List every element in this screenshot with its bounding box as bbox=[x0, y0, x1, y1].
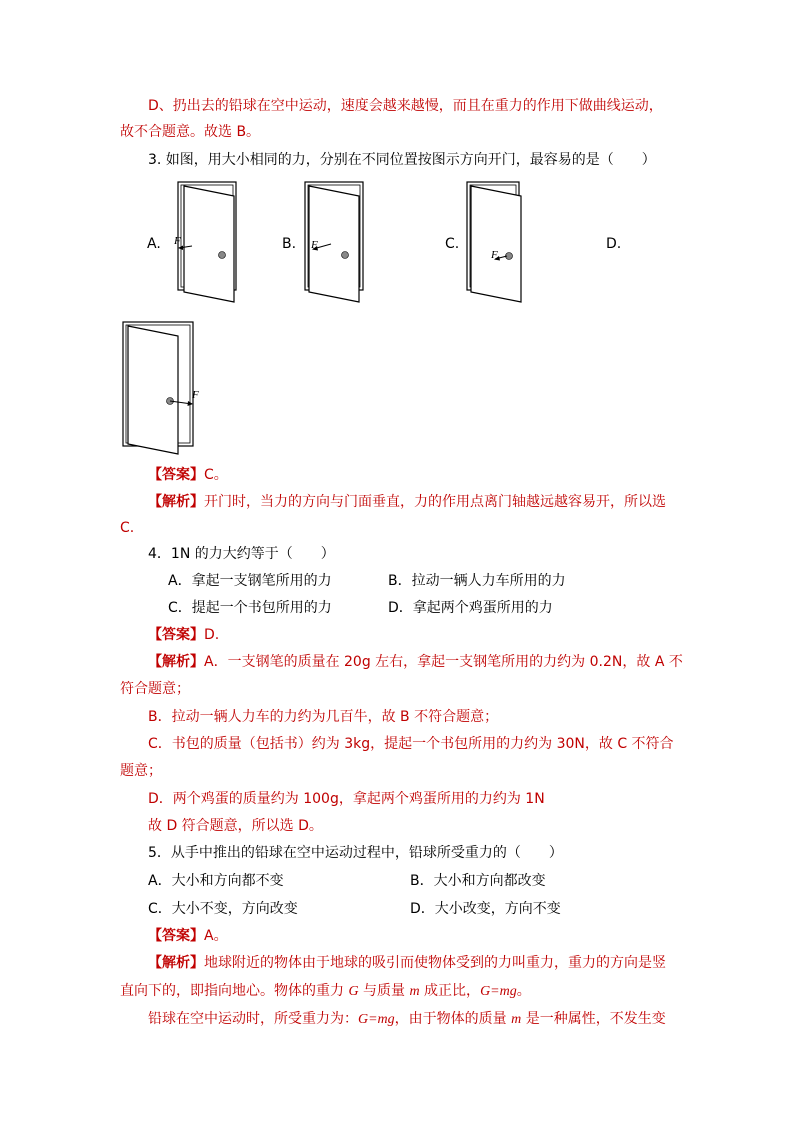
q5-an-formula: G=mg bbox=[480, 984, 517, 999]
q5-answer-tag: 【答案】 bbox=[148, 928, 204, 944]
q5-analysis-tag: 【解析】 bbox=[148, 955, 204, 971]
q3-option-a-label: A. bbox=[147, 236, 161, 252]
q4-answer-value: D. bbox=[204, 627, 220, 643]
q3-answer-value: C。 bbox=[204, 467, 228, 483]
q5-answer bbox=[148, 926, 228, 946]
q5-option-d: D．大小改变，方向不变 bbox=[410, 901, 561, 917]
q3-analysis-tag: 【解析】 bbox=[148, 494, 204, 510]
q3-option-b-label: B. bbox=[282, 236, 297, 252]
q4-analysis-c-1: C．书包的质量（包括书）约为 3kg，提起一个书包所用的力约为 30N，故 C 不符合 bbox=[148, 736, 674, 752]
q4-analysis-c-2: 题意； bbox=[120, 763, 162, 779]
q4-analysis-d-2: 故 D 符合题意，所以选 D。 bbox=[148, 818, 323, 834]
q4-analysis-a-2: 符合题意； bbox=[120, 681, 190, 697]
q5-an-2b: 与质量 bbox=[358, 983, 410, 999]
door-c-figure bbox=[465, 180, 535, 306]
q5-analysis-line-3 bbox=[148, 1009, 666, 1030]
q4-answer bbox=[148, 625, 219, 645]
q3-option-c-label: C. bbox=[445, 236, 460, 252]
q5-stem: 5．从手中推出的铅球在空中运动过程中，铅球所受重力的（ ） bbox=[148, 845, 563, 861]
door-b-force-label: F bbox=[311, 239, 318, 251]
q5-an-3b: ，由于物体的质量 bbox=[394, 1011, 512, 1027]
q3-analysis-line-2: C. bbox=[120, 520, 135, 536]
q5-an-var-g: G bbox=[348, 984, 359, 999]
q4-option-a: A．拿起一支钢笔所用的力 bbox=[168, 573, 332, 589]
q4-option-d: D．拿起两个鸡蛋所用的力 bbox=[388, 600, 553, 616]
q4-stem: 4．1N 的力大约等于（ ） bbox=[148, 546, 335, 562]
q5-an-var-m-2: m bbox=[511, 1012, 522, 1027]
q5-option-c: C．大小不变，方向改变 bbox=[148, 901, 298, 917]
q4-option-c: C．提起一个书包所用的力 bbox=[168, 600, 332, 616]
q3-answer-tag: 【答案】 bbox=[148, 467, 204, 483]
q3-analysis-text-1: 开门时，当力的方向与门面垂直，力的作用点离门轴越远越容易开，所以选 bbox=[204, 494, 666, 510]
q5-an-2a: 直向下的，即指向地心。物体的重力 bbox=[120, 983, 349, 999]
q4-analysis-a-1: A．一支钢笔的质量在 20g 左右，拿起一支钢笔所用的力约为 0.2N，故 A 不 bbox=[204, 654, 683, 670]
q4-answer-tag: 【答案】 bbox=[148, 627, 204, 643]
q5-analysis-text-1: 地球附近的物体由于地球的吸引而使物体受到的力叫重力，重力的方向是竖 bbox=[204, 955, 666, 971]
door-b-figure bbox=[303, 180, 373, 306]
q3-analysis-line-1 bbox=[148, 492, 666, 512]
q5-an-2c: 成正比， bbox=[419, 983, 481, 999]
q3-option-d-label: D. bbox=[606, 236, 622, 252]
q5-an-var-m: m bbox=[409, 984, 420, 999]
q3-stem: 3. 如图，用大小相同的力，分别在不同位置按图示方向开门，最容易的是（ ） bbox=[148, 152, 656, 168]
intro-line-1: D、扔出去的铅球在空中运动，速度会越来越慢，而且在重力的作用下做曲线运动， bbox=[148, 98, 663, 114]
door-d-figure bbox=[120, 318, 210, 458]
door-a-figure bbox=[174, 180, 244, 306]
q5-an-3a: 铅球在空中运动时，所受重力为： bbox=[148, 1011, 358, 1027]
door-d-force-label: F bbox=[192, 389, 199, 401]
q5-option-a: A．大小和方向都不变 bbox=[148, 873, 284, 889]
q4-analysis-tag: 【解析】 bbox=[148, 654, 204, 670]
q4-analysis-d-1: D．两个鸡蛋的质量约为 100g，拿起两个鸡蛋所用的力约为 1N bbox=[148, 791, 545, 807]
q5-answer-value: A。 bbox=[204, 928, 228, 944]
door-a-force-label: F bbox=[174, 235, 181, 247]
q4-option-b: B．拉动一辆人力车所用的力 bbox=[388, 573, 566, 589]
q5-an-2d: 。 bbox=[516, 983, 531, 999]
door-c-force-label: F bbox=[491, 249, 498, 261]
intro-line-2: 故不合题意。故选 B。 bbox=[120, 124, 261, 140]
q3-answer bbox=[148, 465, 228, 485]
q5-an-3c: 是一种属性，不发生变 bbox=[521, 1011, 666, 1027]
q5-an-formula-2: G=mg bbox=[358, 1012, 395, 1027]
q4-analysis-b: B．拉动一辆人力车的力约为几百牛，故 B 不符合题意； bbox=[148, 709, 499, 725]
q4-analysis-line-1 bbox=[148, 652, 683, 672]
q5-analysis-line-1 bbox=[148, 953, 666, 973]
q5-analysis-line-2 bbox=[120, 981, 531, 1002]
q5-option-b: B．大小和方向都改变 bbox=[410, 873, 546, 889]
